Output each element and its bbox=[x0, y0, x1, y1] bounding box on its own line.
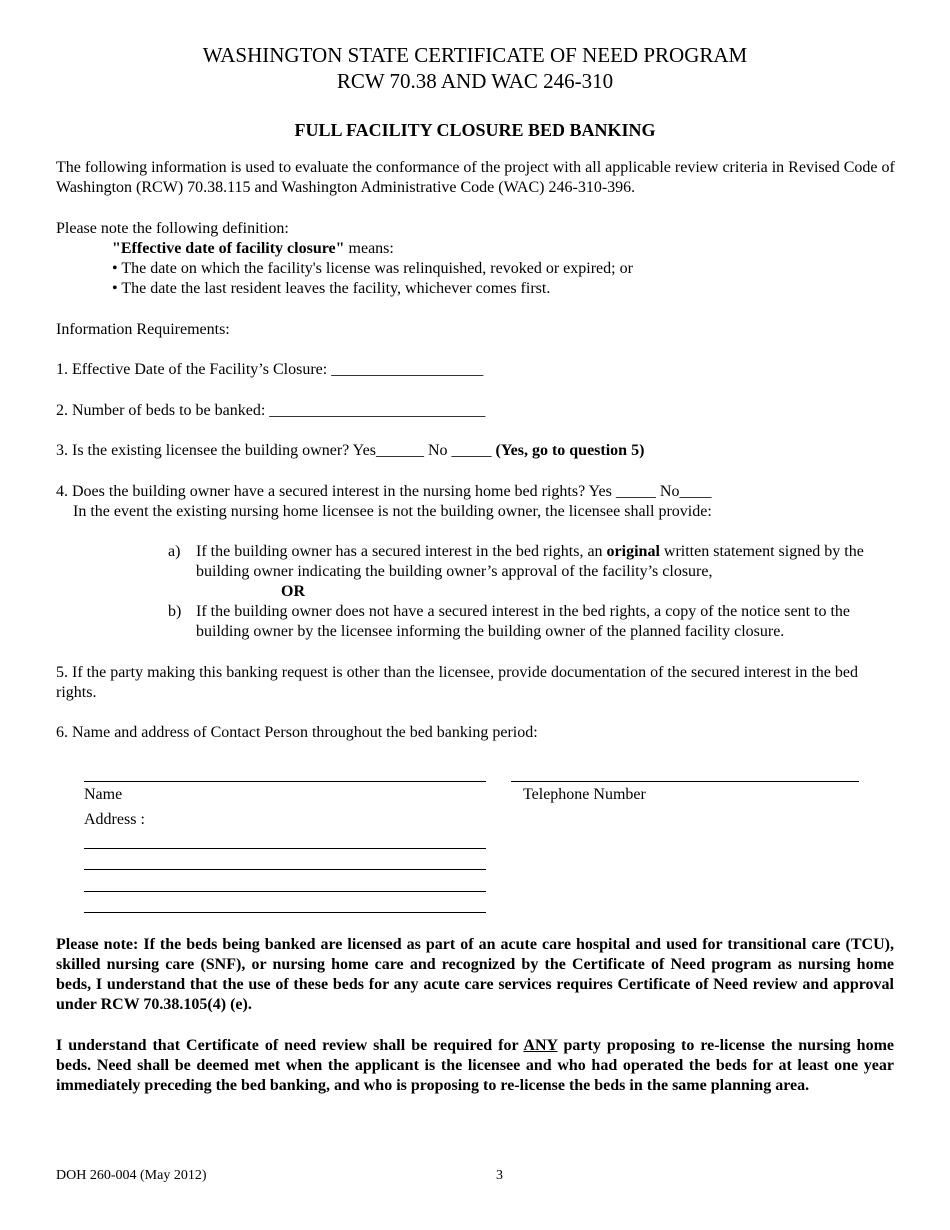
address-line-2[interactable] bbox=[84, 869, 486, 870]
form-number: DOH 260-004 (May 2012) bbox=[56, 1168, 207, 1183]
question-3-note: (Yes, go to question 5) bbox=[495, 442, 645, 459]
question-3 bbox=[56, 441, 644, 461]
page-number: 3 bbox=[496, 1168, 503, 1183]
program-title: WASHINGTON STATE CERTIFICATE OF NEED PROGRAM bbox=[202, 43, 748, 67]
form-title: FULL FACILITY CLOSURE BED BANKING bbox=[294, 120, 656, 140]
address-line-3[interactable] bbox=[84, 891, 486, 892]
address-line-4[interactable] bbox=[84, 912, 486, 913]
definition-term-bold: "Effective date of facility closure" bbox=[112, 240, 345, 257]
telephone-label: Telephone Number bbox=[523, 786, 646, 803]
telephone-line[interactable] bbox=[511, 781, 859, 782]
info-requirements-heading: Information Requirements: bbox=[56, 321, 230, 338]
or-separator: OR bbox=[281, 583, 305, 600]
question-3-text: 3. Is the existing licensee the building owner? Yes______ No _____ bbox=[56, 442, 496, 459]
question-4: 4. Does the building owner have a secured interest in the nursing home bed rights? Yes _____ No____ bbox=[56, 483, 712, 500]
option-b-label: b) bbox=[168, 603, 182, 620]
intro-paragraph: The following information is used to evaluate the conformance of the project with all applicable review criteria in Revised Code of Washington (RCW) 70.38.115 and Washington Administrative Code (WAC) 246-310-396. bbox=[56, 159, 895, 196]
re-license-pre: I understand that Certificate of need review shall be required for bbox=[56, 1037, 524, 1054]
name-label: Name bbox=[84, 786, 123, 803]
question-5: 5. If the party making this banking request is other than the licensee, provide documentation of the secured interest in the bed rights. bbox=[56, 664, 858, 701]
definition-bullet-2: • The date the last resident leaves the facility, whichever comes first. bbox=[112, 280, 551, 297]
name-line[interactable] bbox=[84, 781, 486, 782]
option-a-label: a) bbox=[168, 543, 181, 560]
definition-lead: Please note the following definition: bbox=[56, 220, 289, 237]
definition-means: means: bbox=[344, 240, 394, 257]
option-b-text: If the building owner does not have a secured interest in the bed rights, a copy of the notice sent to the building owner by the licensee informing the building owner of the planned facility closure. bbox=[196, 603, 851, 640]
statute-reference: RCW 70.38 AND WAC 246-310 bbox=[336, 69, 614, 93]
re-license-any: ANY bbox=[523, 1037, 558, 1054]
option-a-text bbox=[196, 542, 896, 582]
question-4-sub: In the event the existing nursing home licensee is not the building owner, the licensee shall provide: bbox=[73, 503, 712, 520]
address-label: Address : bbox=[84, 811, 145, 828]
acute-care-note: Please note: If the beds being banked are licensed as part of an acute care hospital and used for transitional care (TCU), skilled nursing care (SNF), or nursing home care and recognized by the Certificate of Need program as nursing home beds, I understand that the use of these beds for any acute care services requires Certificate of Need review and approval under RCW 70.38.105(4) (e). bbox=[56, 936, 894, 1013]
question-2: 2. Number of beds to be banked: ___________________________ bbox=[56, 402, 486, 419]
question-1: 1. Effective Date of the Facility’s Closure: ___________________ bbox=[56, 361, 484, 378]
definition-term bbox=[112, 239, 394, 259]
option-a-pre: If the building owner has a secured interest in the bed rights, an bbox=[196, 543, 607, 560]
re-license-post: party proposing to re-license the nursing home beds. Need shall be deemed met when the applicant is the licensee and who had operated the beds for at least one year immediately preceding the bed banking, and who is proposing to re-license the beds in the same planning area. bbox=[56, 1037, 894, 1094]
option-a-original: original bbox=[606, 543, 660, 560]
address-line-1[interactable] bbox=[84, 848, 486, 849]
definition-bullet-1: • The date on which the facility's license was relinquished, revoked or expired; or bbox=[112, 260, 633, 277]
option-a-post: written statement signed by the building owner indicating the building owner’s approval of the facility’s closure, bbox=[196, 543, 864, 580]
re-license-statement bbox=[56, 1036, 894, 1096]
question-6: 6. Name and address of Contact Person throughout the bed banking period: bbox=[56, 724, 538, 741]
